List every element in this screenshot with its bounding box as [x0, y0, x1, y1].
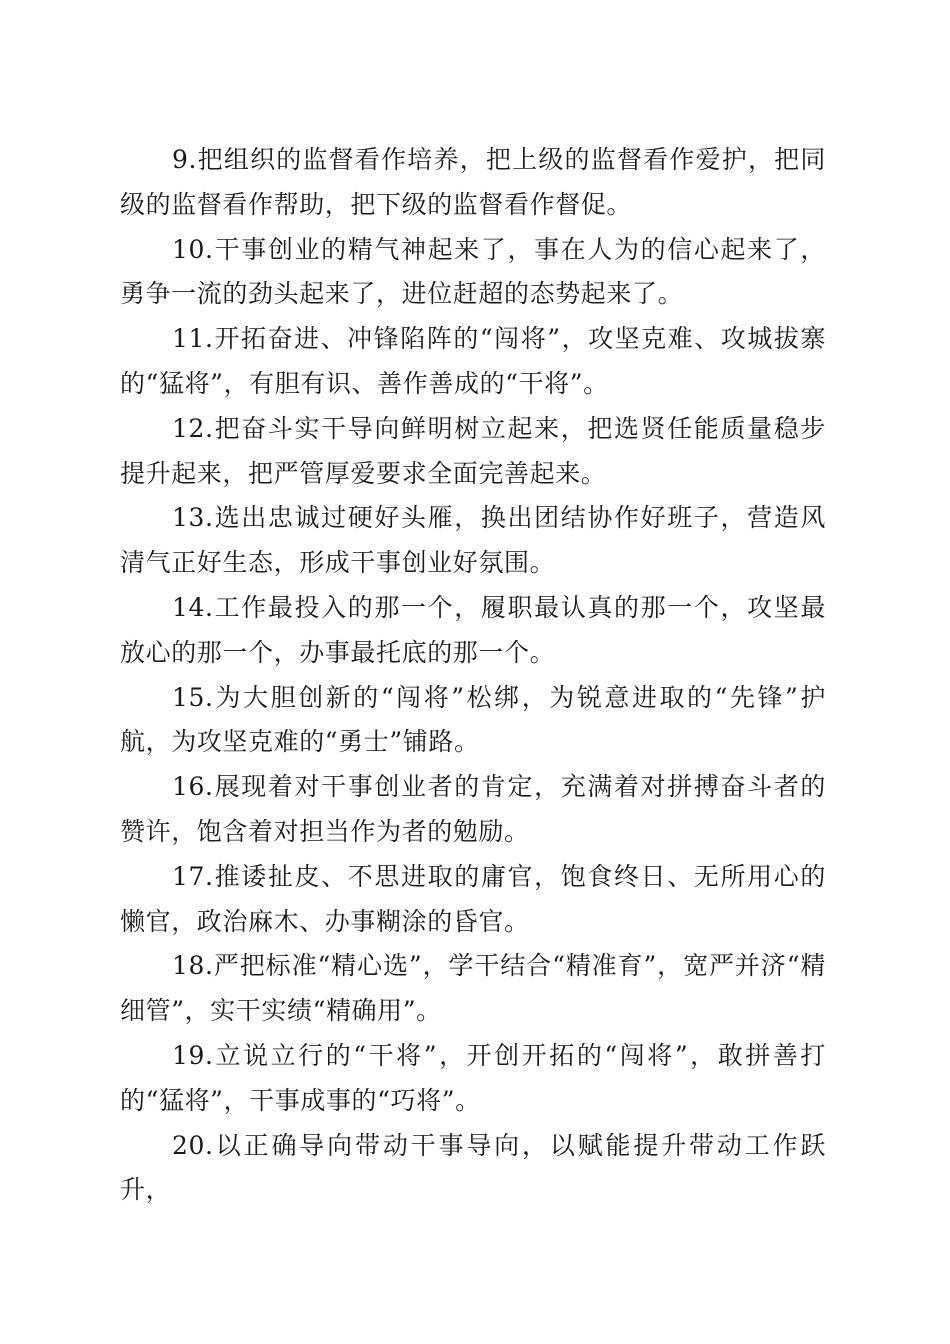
document-body [120, 138, 826, 1213]
paragraph-13: 13.选出忠诚过硬好头雁，换出团结协作好班子，营造风清气正好生态，形成干事创业好氛围。 [120, 503, 826, 578]
paragraph-11: 11.开拓奋进、冲锋陷阵的“闯将”，攻坚克难、攻城拔寨的“猛将”，有胆有识、善作善成的“干将”。 [120, 324, 826, 398]
paragraph-9: 9.把组织的监督看作培养，把上级的监督看作爱护，把同级的监督看作帮助，把下级的监督看作督促。 [120, 145, 826, 219]
paragraph-19: 19.立说立行的“干将”，开创开拓的“闯将”，敢拼善打的“猛将”，干事成事的“巧将”。 [120, 1040, 826, 1115]
paragraph-15: 15.为大胆创新的“闯将”松绑，为锐意进取的“先锋”护航，为攻坚克难的“勇士”铺路。 [120, 682, 826, 757]
paragraph-16: 16.展现着对干事创业者的肯定，充满着对拼搏奋斗者的赞许，饱含着对担当作为者的勉励。 [120, 772, 826, 846]
paragraph-20: 20.以正确导向带动干事导向，以赋能提升带动工作跃升， [120, 1130, 826, 1205]
paragraph-17: 17.推诿扯皮、不思进取的庸官，饱食终日、无所用心的懒官，政治麻木、办事糊涂的昏官。 [120, 861, 826, 936]
paragraph-10: 10.干事创业的精气神起来了，事在人为的信心起来了，勇争一流的劲头起来了，进位赶超的态势起来了。 [120, 234, 826, 309]
paragraph-14: 14.工作最投入的那一个，履职最认真的那一个，攻坚最放心的那一个，办事最托底的那一个。 [120, 592, 826, 667]
paragraph-18: 18.严把标准“精心选”，学干结合“精准育”，宽严并济“精细管”，实干实绩“精确用”。 [120, 951, 826, 1026]
paragraph-12: 12.把奋斗实干导向鲜明树立起来，把选贤任能质量稳步提升起来，把严管厚爱要求全面完善起来。 [120, 413, 826, 488]
